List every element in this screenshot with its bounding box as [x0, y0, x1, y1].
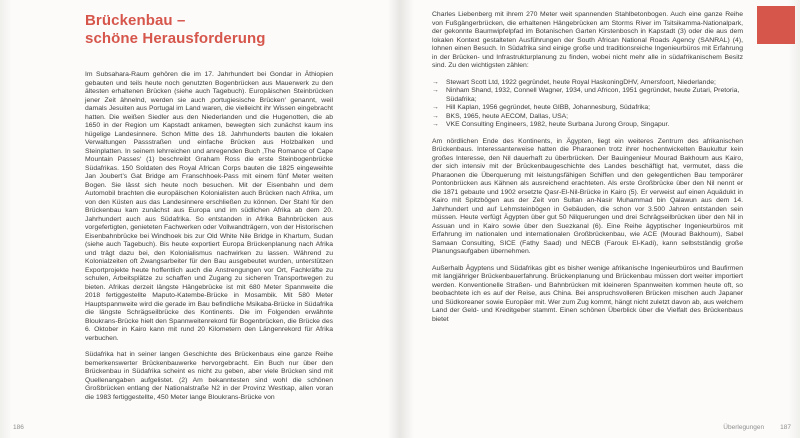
list-item-text: VKE Consulting Engineers, 1982, heute Surbana Jurong Group, Singapur.: [446, 121, 670, 128]
chapter-title-line-2: schöne Herausforderung: [85, 30, 266, 47]
arrow-icon: →: [432, 121, 439, 128]
right-text-column: [432, 11, 743, 324]
right-page-number: 187: [780, 424, 791, 431]
chapter-title-line-1: Brückenbau –: [85, 12, 186, 29]
list-item-text: Ninham Shand, 1932, Connell Wagner, 1934, und Africon, 1951 gegründet, heute Zutari, Pretoria, Südafrika;: [446, 87, 740, 103]
arrow-icon: →: [432, 87, 439, 94]
arrow-icon: →: [432, 78, 439, 86]
list-item-ninham-shand: [432, 87, 743, 104]
paragraph-suedafrika-geschichte: Südafrika hat in seiner langen Geschichte des Brückenbaus eine ganze Reihe bemerkenswerter Brückenbauwerke hervorgebracht. Ein Buch nur über den Brückenbau in Südafrika scheint es nicht zu geben, aber viele Brücken sind mit Quellenangaben aufgelistet. (2) Am bekanntesten sind wohl die schönen Großbrücken entlang der Nationalstraße N2 in der Provinz Westkap, allen voran die 1983 fertiggestellte, 450 Meter lange Bloukrans-Brücke von: [85, 351, 333, 401]
list-item-text: Stewart Scott Ltd, 1922 gegründet, heute Royal HaskoningDHV, Amersfoort, Niederlande;: [446, 78, 716, 86]
arrow-icon: →: [432, 104, 439, 111]
right-page-footer: [723, 424, 791, 431]
paragraph-aegypten: Am nördlichen Ende des Kontinents, in Ägypten, liegt ein weiteres Zentrum des afrikanischen Brückenbaus. Interessanterweise hatten die Pharaonen trotz ihrer hochentwickelten Baukultur kein großes Interesse, den Nil dauerhaft zu überbrücken. Der Bauingenieur Mourad Bakhoum aus Kairo, der sich intensiv mit der Brückenbaugeschichte des Landes beschäftigt hat, vermutet, dass die Pharaonen die Überquerung mit leistungsfähigen Schiffen und den gelegentlichen Bau temporärer Pontonbrücken aus Kähnen als ausreichend erachteten. Als erste Großbrücke über den Nil nennt er die 1871 gebaute und 1902 ersetzte Qasr-El-Nil-Brücke in Kairo (5). Er verweist auf einen Aquädukt in Kairo mit Spitzbögen aus der Zeit von Sultan an-Nasir Muhammad bin Qalawun aus dem 14. Jahrhundert und auf Lehmsteinbögen in Gebäuden, die schon vor 3.500 Jahren entstanden sein müssen. Heute verfügt Ägypten über gut 50 Nilquerungen und drei Schrägseilbrücken über den Nil in Assuan und in Kairo sowie über den Suezkanal (6). Eine Reihe ägyptischer Ingenieurbüros mit Erfahrung im nationalen und internationalen Großbrückenbau, wie ACE (Mourad Bakhoum), Sabel Samaan Consulting, SICE (Fathy Saad) und NECB (Farouk El-Kadi), kann selbstständig große Planungsaufgaben übernehmen.: [432, 137, 743, 255]
corner-accent-square: [757, 6, 795, 44]
list-item-text: Hill Kaplan, 1956 gegründet, heute GIBB, Johannesburg, Südafrika;: [446, 104, 651, 111]
paragraph-subsahara: Im Subsahara-Raum gehören die im 17. Jahrhundert bei Gondar in Äthiopien gebauten und teils heute noch genutzten Bogenbrücken aus Mauerwerk zu den ältesten erhaltenen Brücken (siehe auch Tagebuch). Europäischen Steinbrücken jener Zeit ähnelnd, werden sie auch ‚portugiesische Brücken‘ genannt, weil damals Jesuiten aus Portugal im Land waren, die vielleicht ihr Wissen eingebracht hatten. Die weißen Siedler aus den Niederlanden und die Hugenotten, die ab 1650 in der Region um Kapstadt ankamen, bewegten sich zunächst kaum ins hügelige Landesinnere. Schon Mitte des 18. Jahrhunderts bauten die lokalen Verwaltungen Passstraßen und einfache Brücken aus Holzbalken und Steinplatten. In seinem lehrreichen und anregenden Buch ‚The Romance of Cape Mountain Passes‘ (1) beschreibt Graham Ross die erste Steinbogenbrücke Südafrikas. 150 Soldaten des Royal African Corps bauten die 1825 eingeweihte Jan Joubert’s Gat Bridge am Franschhoek-Pass mit einem fünf Meter weiten Bogen. Sie lässt sich heute noch besuchen. Mit der Eisenbahn und dem Automobil brachten die europäischen Kolonialisten auch Brücken nach Afrika, um von den Küsten aus das Landesinnere erschließen zu können. Der Stahl für den Brückenbau kam zunächst aus Europa und im südlichen Afrika ab dem 20. Jahrhundert auch aus Südafrika. So entstanden in Afrika Bahnbrücken aus vorgefertigten, genieteten Fachwerken oder Vollwandträgern, von der Historischen Eisenbahnbrücke bei Windhoek bis zur Old White Nile Bridge in Khartum, Sudan (siehe auch Tagebuch). Bis heute exportiert Europa Brückenplanung nach Afrika und trägt dazu bei, den Kolonialismus nachwirken zu lassen. Während zu Kolonialzeiten oft Zwangsarbeiter für den Bau ausgebeutet wurden, unterstützen Exportprojekte heute hoffentlich auch die Anstrengungen vor Ort, Fachkräfte zu schulen, Arbeitsplätze zu schaffen und Zugang zu sicheren Transportwegen zu bieten. Afrikas derzeit längste Hängebrücke ist mit 680 Meter Spannweite die 2018 fertiggestellte Maputo-Katembe-Brücke in Mosambik. Mit 580 Meter Hauptspannweite wird die gerade im Bau befindliche Msikaba-Brücke in Südafrika die längste Schrägseilbrücke des Kontinents. Die im Folgenden erwähnte Bloukrans-Brücke hielt den Spannweitenrekord für Bogenbrücken, die Brücke des 6. Oktober in Kairo kann mit rund 20 Kilometern den Längenrekord für Afrika verbuchen.: [85, 71, 333, 342]
list-item-vke: [432, 121, 743, 130]
arrow-icon: →: [432, 112, 439, 120]
left-page-footer: [13, 424, 24, 431]
list-item-text: BKS, 1965, heute AECOM, Dallas, USA;: [446, 112, 569, 120]
list-item-stewart-scott: [432, 79, 743, 88]
engineering-firms-list: [432, 79, 743, 130]
right-footer-label: Überlegungen: [723, 424, 765, 431]
left-text-column: [85, 71, 333, 402]
paragraph-liebenberg: Charles Liebenberg mit ihrem 270 Meter weit spannenden Stahlbetonbogen. Auch eine ganze Reihe von Fußgängerbrücken, die erhaltenen Hängebrücken am Storms River im Tsitsikamma-Nationalpark, der gekonnte Baumwipfelpfad im Botanischen Garten Kirstenbosch in Kapstadt (3) oder die aus dem lokalen Kontext gestalteten Ausführungen der South African National Roads Agency (SANRAL) (4), lohnen einen Besuch. In Südafrika sind einige große und traditionsreiche Ingenieurbüros mit Erfahrung in der Brücken- und Infrastrukturplanung zu finden, wobei nicht mehr alle in südafrikanischem Besitz sind. Zu den wichtigsten zählen:: [432, 11, 743, 69]
left-page-number: 186: [13, 424, 24, 431]
list-item-bks: [432, 113, 743, 122]
list-item-hill-kaplan: [432, 104, 743, 113]
paragraph-ausserhalb: Außerhalb Ägyptens und Südafrikas gibt es bisher wenige afrikanische Ingenieurbüros und Baufirmen mit langjähriger Brückenbauerfahrung. Brückenplanung und Brückenbau müssen dort weiter importiert werden. Konventionelle Straßen- und Bahnbrücken mit kleineren Spannweiten kommen heute oft, so beobachtete ich es auf der Reise, aus China. Bei anspruchsvolleren Brücken mischen auch Japaner und Südkoreaner sowie Europäer mit. Wer zum Zug kommt, hängt nicht zuletzt davon ab, aus welchem Land der Geld- und Kreditgeber stammt. Einen schönen Überblick über die Vielfalt des Brückenbaus bietet: [432, 264, 743, 323]
chapter-title: [85, 12, 345, 48]
